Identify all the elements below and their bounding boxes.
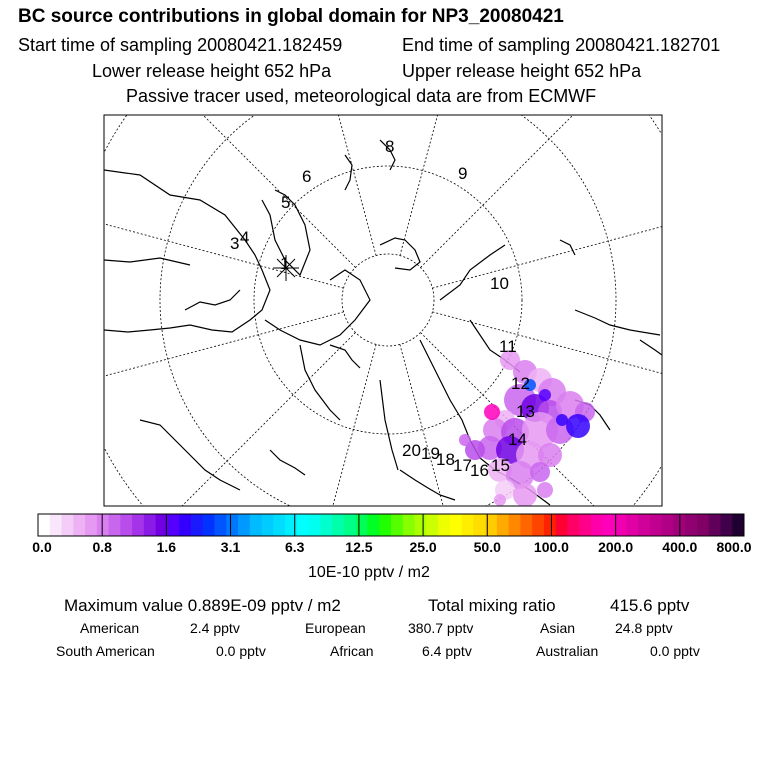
- asian-label: Asian: [540, 620, 576, 636]
- colorbar-tick-label: 100.0: [533, 539, 569, 555]
- trajectory-label-11: 11: [499, 337, 517, 356]
- colorbar-cell: [579, 514, 591, 536]
- colorbar-cell: [309, 514, 321, 536]
- colorbar-cell: [662, 514, 674, 536]
- colorbar-cell: [473, 514, 485, 536]
- colorbar-cell: [709, 514, 721, 536]
- trajectory-label-15: 15: [491, 456, 510, 475]
- colorbar-cell: [650, 514, 662, 536]
- trajectory-label-14: 14: [508, 430, 527, 449]
- total-mixing-label: Total mixing ratio: [428, 596, 556, 615]
- colorbar-cell: [238, 514, 250, 536]
- lower-release-label: Lower release height 652 hPa: [92, 61, 332, 81]
- end-time-label: End time of sampling 20080421.182701: [402, 35, 721, 55]
- asian-value: 24.8 pptv: [615, 620, 673, 636]
- south-american-value: 0.0 pptv: [216, 643, 266, 659]
- colorbar-tick-label: 3.1: [220, 539, 241, 555]
- colorbar-cell: [556, 514, 568, 536]
- plume-cell: [494, 494, 506, 506]
- trajectory-label-18: 18: [436, 450, 455, 469]
- colorbar-cell: [367, 514, 379, 536]
- european-label: European: [305, 620, 366, 636]
- colorbar-tick-label: 400.0: [662, 539, 698, 555]
- colorbar-cell: [379, 514, 391, 536]
- total-mixing-value: 415.6 pptv: [610, 596, 690, 615]
- trajectory-label-12: 12: [511, 374, 530, 393]
- colorbar-cell: [297, 514, 309, 536]
- upper-release-label: Upper release height 652 hPa: [402, 61, 642, 81]
- colorbar-cell: [450, 514, 462, 536]
- plume-cell: [539, 389, 551, 401]
- trajectory-label-17: 17: [453, 456, 472, 475]
- colorbar: [38, 514, 745, 536]
- colorbar-cell: [685, 514, 697, 536]
- colorbar-tick-label: 200.0: [598, 539, 634, 555]
- australian-value: 0.0 pptv: [650, 643, 700, 659]
- trajectory-label-13: 13: [516, 402, 535, 421]
- colorbar-cell: [697, 514, 709, 536]
- max-value-label: Maximum value 0.889E-09 pptv / m2: [64, 596, 341, 615]
- trajectory-label-16: 16: [470, 461, 489, 480]
- plume-cell: [459, 434, 471, 446]
- colorbar-cell: [438, 514, 450, 536]
- colorbar-cell: [215, 514, 227, 536]
- colorbar-cell: [167, 514, 179, 536]
- plume-cell: [484, 404, 500, 420]
- trajectory-label-3: 3: [230, 234, 240, 253]
- colorbar-cell: [497, 514, 509, 536]
- plume-cell: [537, 482, 553, 498]
- colorbar-cell: [85, 514, 97, 536]
- colorbar-cell: [732, 514, 744, 536]
- colorbar-cell: [226, 514, 238, 536]
- colorbar-cell: [62, 514, 74, 536]
- colorbar-cell: [626, 514, 638, 536]
- colorbar-cell: [250, 514, 262, 536]
- colorbar-cell: [73, 514, 85, 536]
- colorbar-cell: [568, 514, 580, 536]
- info-label: Passive tracer used, meteorological data are from ECMWF: [126, 86, 597, 106]
- colorbar-cell: [462, 514, 474, 536]
- plume-cell: [513, 483, 537, 507]
- trajectory-label-20: 20: [402, 441, 421, 460]
- trajectory-label-5: 5: [281, 193, 291, 212]
- colorbar-tick-label: 12.5: [345, 539, 373, 555]
- colorbar-tick-label: 800.0: [716, 539, 752, 555]
- start-time-label: Start time of sampling 20080421.182459: [18, 35, 343, 55]
- colorbar-cell: [179, 514, 191, 536]
- colorbar-cell: [403, 514, 415, 536]
- plume-cell: [530, 462, 550, 482]
- colorbar-cell: [509, 514, 521, 536]
- colorbar-cell: [415, 514, 427, 536]
- colorbar-cell: [603, 514, 615, 536]
- colorbar-tick-label: 25.0: [409, 539, 437, 555]
- colorbar-cell: [520, 514, 532, 536]
- trajectory-label-9: 9: [458, 164, 468, 183]
- colorbar-cell: [132, 514, 144, 536]
- chart-title: BC source contributions in global domain for NP3_20080421: [18, 6, 564, 27]
- south-american-label: South American: [56, 643, 155, 659]
- american-value: 2.4 pptv: [190, 620, 240, 636]
- trajectory-label-6: 6: [302, 167, 312, 186]
- colorbar-cell: [120, 514, 132, 536]
- colorbar-cell: [320, 514, 332, 536]
- colorbar-cell: [356, 514, 368, 536]
- colorbar-cell: [615, 514, 627, 536]
- colorbar-cell: [344, 514, 356, 536]
- colorbar-tick-label: 0.0: [32, 539, 52, 555]
- plume-cell: [556, 414, 568, 426]
- colorbar-unit: 10E-10 pptv / m2: [308, 564, 430, 581]
- colorbar-cell: [638, 514, 650, 536]
- colorbar-cell: [50, 514, 62, 536]
- trajectory-label-8: 8: [385, 137, 395, 156]
- colorbar-cell: [191, 514, 203, 536]
- colorbar-tick-label: 0.8: [92, 539, 112, 555]
- australian-label: Australian: [536, 643, 599, 659]
- trajectory-label-1: 1: [280, 254, 290, 273]
- european-value: 380.7 pptv: [408, 620, 474, 636]
- trajectory-label-4: 4: [240, 228, 250, 247]
- colorbar-cell: [273, 514, 285, 536]
- colorbar-cell: [203, 514, 215, 536]
- colorbar-cell: [532, 514, 544, 536]
- colorbar-cell: [391, 514, 403, 536]
- colorbar-cell: [720, 514, 732, 536]
- colorbar-cell: [426, 514, 438, 536]
- colorbar-tick-label: 6.3: [284, 539, 305, 555]
- american-label: American: [80, 620, 140, 636]
- african-value: 6.4 pptv: [422, 643, 472, 659]
- colorbar-cell: [38, 514, 50, 536]
- colorbar-cell: [109, 514, 121, 536]
- trajectory-label-10: 10: [490, 274, 509, 293]
- african-label: African: [330, 643, 374, 659]
- colorbar-cell: [285, 514, 297, 536]
- colorbar-cell: [144, 514, 156, 536]
- trajectory-label-19: 19: [421, 444, 440, 463]
- colorbar-cell: [591, 514, 603, 536]
- colorbar-tick-label: 50.0: [473, 539, 501, 555]
- colorbar-cell: [332, 514, 344, 536]
- colorbar-tick-label: 1.6: [156, 539, 177, 555]
- colorbar-cell: [262, 514, 274, 536]
- colorbar-cell: [544, 514, 556, 536]
- colorbar-cell: [97, 514, 109, 536]
- plume-cell: [566, 414, 590, 438]
